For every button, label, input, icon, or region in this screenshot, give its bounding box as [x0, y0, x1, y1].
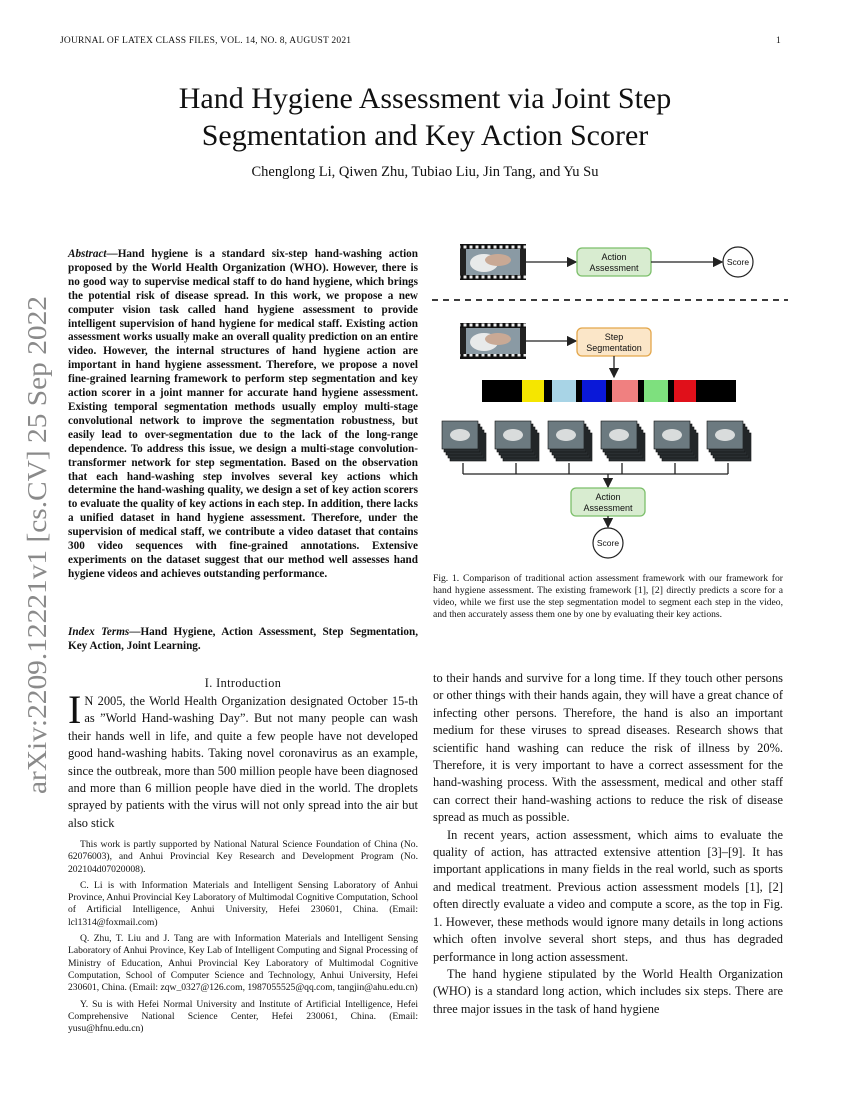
index-terms-text: —Hand Hygiene, Action Assessment, Step Segmentation, Key Action, Joint Learning. [68, 626, 418, 652]
footnote-funding: This work is partly supported by National Natural Science Foundation of China (No. 62076003), and Anhui Provincial Key Research and Development Program (No. 202104d07020008). [68, 839, 418, 875]
clip-stack [548, 421, 592, 461]
video-thumbnail [460, 244, 526, 280]
segment-block [644, 380, 668, 402]
segment-block [668, 380, 674, 402]
footnote-affiliation: C. Li is with Information Materials and Intelligent Sensing Laboratory of Anhui Province, Anhui Provincial Key Laboratory of Multimodal Cognitive Computation, School of Artificial Intelligence, Anhui University, Hefei 230601, China. (Email: lcl1314@foxmail.com) [68, 879, 418, 928]
segment-block [552, 380, 576, 402]
clip-stack [707, 421, 751, 461]
arxiv-stamp [6, 292, 60, 797]
segment-block [606, 380, 612, 402]
intro-right-column [433, 670, 783, 1018]
clip-stack [442, 421, 486, 461]
segment-block [696, 380, 736, 402]
author-list: Chenglong Li, Qiwen Zhu, Tubiao Liu, Jin Tang, and Yu Su [251, 164, 599, 180]
paragraph: The hand hygiene stipulated by the World Health Organization (WHO) is a standard long action, which includes six steps. There are three major issues in the task of hand hygiene [433, 966, 783, 1016]
action-assessment-box-top [577, 248, 651, 276]
segment-block [612, 380, 638, 402]
score-node-bottom [593, 528, 623, 558]
arxiv-stamp-text: arXiv:2209.12221v1 [cs.CV] 25 Sep 2022 [21, 328, 52, 794]
footnote-affiliation: Y. Su is with Hefei Normal University and Institute of Artificial Intelligence, Hefei Comprehensive National Science Center, Hefei 230061, China. (Email: yusu@hfnu.edu.cn) [68, 998, 418, 1035]
segment-block [522, 380, 544, 402]
intro-paragraph [68, 687, 418, 832]
title-line-2: Segmentation and Key Action Scorer [201, 119, 649, 152]
paragraph: In recent years, action assessment, which aims to evaluate the quality of action, has attracted extensive attention [3]–[9]. It has important applications in many fields in the real world, such as sports and medical treatment. Previous action assessment models [1], [2] often directly evaluate a video and compute a score, as the top in Fig. 1. However, these methods would ignore many details in long actions which often involve several short steps, and thus has degraded performance in long action assessment. [433, 827, 783, 964]
segment-block [638, 380, 644, 402]
running-header: JOURNAL OF LATEX CLASS FILES, VOL. 14, NO. 8, AUGUST 2021 [60, 36, 352, 46]
abstract [68, 248, 418, 582]
svg-text:Score: Score [596, 538, 620, 548]
svg-text:Action: Action [595, 492, 621, 502]
drop-cap: I [68, 687, 82, 732]
svg-text:Step: Step [604, 332, 624, 342]
svg-text:Segmentation: Segmentation [586, 343, 642, 353]
intro-text: N 2005, the World Health Organization designated October 15-th as ”World Hand-washing Day”. But not many people can wash their hands well in life, and quite a few people have not developed good hand-washing habits. Taking novel coronavirus as an example, since the outbreak, more than 500 million people have been diagnosed and more than 6 million people have died in the world. The droplets sprayed by patients with the virus will not only spread into the air but also stick [68, 694, 418, 830]
segmentation-bar [482, 380, 736, 402]
action-assessment-box-bottom [571, 488, 645, 516]
figure-1 [432, 238, 788, 570]
section-heading: I. Introduction [204, 676, 282, 690]
clip-stack [495, 421, 539, 461]
video-thumbnail [460, 323, 526, 359]
segment-block [576, 380, 582, 402]
svg-text:Assessment: Assessment [589, 263, 639, 273]
clip-stack [601, 421, 645, 461]
svg-text:Score: Score [726, 257, 750, 267]
clip-stack [654, 421, 698, 461]
abstract-label: Abstract [68, 248, 107, 260]
segment-block [544, 380, 552, 402]
page-number: 1 [776, 36, 781, 46]
paragraph: to their hands and survive for a long time. If they touch other persons or other things with their hands again, they will have a great chance of infecting other persons. Therefore, the hand is also an important medium for these viruses to spread diseases. Research shows that scientific hand washing can reduce the risk of illness by 20%. Therefore, it is very important to have a correct assessment for the hand-washing process. With the assessment, medical and other staff can correct their hand-washing actions to reduce the risk of disease spread as much as possible. [433, 671, 783, 825]
footnote-affiliation: Q. Zhu, T. Liu and J. Tang are with Information Materials and Intelligent Sensing Laboratory of Anhui Province, Key Lab of Intelligent Computing and Signal Processing of Ministry of Education, Anhui Provincial Key Laboratory of Multimodal Cognitive Computation, School of Computer Science and Technology, Anhui University, Hefei 230601, China. (Email: zqw_0327@126.com, 1987055525@qq.com, tangjin@ahu.edu.cn) [68, 933, 418, 994]
figure-caption: Fig. 1. Comparison of traditional action assessment framework with our framework for hand hygiene assessment. The existing framework [1], [2] directly predicts a score for a video, while we first use the step segmentation model to segment each step in the video, and then accurately assess them one by one by evaluating their key actions. [433, 573, 783, 620]
score-node-top [723, 247, 753, 277]
segment-block [482, 380, 522, 402]
segment-block [582, 380, 606, 402]
index-terms [68, 625, 418, 653]
connector-bracket [463, 463, 728, 487]
segment-block [674, 380, 696, 402]
paper-title [60, 80, 790, 154]
footnotes [68, 839, 418, 1039]
svg-text:Assessment: Assessment [583, 503, 633, 513]
svg-text:Action: Action [601, 252, 627, 262]
index-terms-label: Index Terms [68, 626, 130, 638]
clip-stacks [442, 421, 751, 461]
title-line-1: Hand Hygiene Assessment via Joint Step [178, 82, 672, 115]
step-segmentation-box [577, 328, 651, 356]
abstract-text: —Hand hygiene is a standard six-step hand-washing action proposed by the World Health Organization (WHO). However, there is no good way to supervise medical staff to do hand hygiene, which brings the potential risk of disease spread. In this work, we propose a new computer vision task called hand hygiene assessment to provide intelligent supervision of hand hygiene for medical staff. Existing action assessment works usually make an overall quality prediction on an entire video. However, the internal structures of hand hygiene action are important in hand hygiene assessment. Therefore, we propose a novel fine-grained learning framework to perform step segmentation and key action scorer in a joint manner for accurate hand hygiene assessment. Existing temporal segmentation methods usually employ multi-stage convolutional network to improve the segmentation robustness, but easily lead to over-segmentation due to the lack of the long-range dependence. To address this issue, we design a multi-stage convolution-transformer network for step segmentation. Based on the observation that each hand-washing step involves several key actions which determine the hand-washing quality, we design a set of key action scorers to evaluate the quality of key actions in each step. In addition, there lacks a unified dataset in hand hygiene assessment. Therefore, under the supervision of medical staff, we contribute a video dataset that contains 300 video sequences with fine-grained annotations. Extensive experiments on the dataset suggest that our method well assesses hand hygiene videos and achieves outstanding performance. [68, 248, 418, 580]
